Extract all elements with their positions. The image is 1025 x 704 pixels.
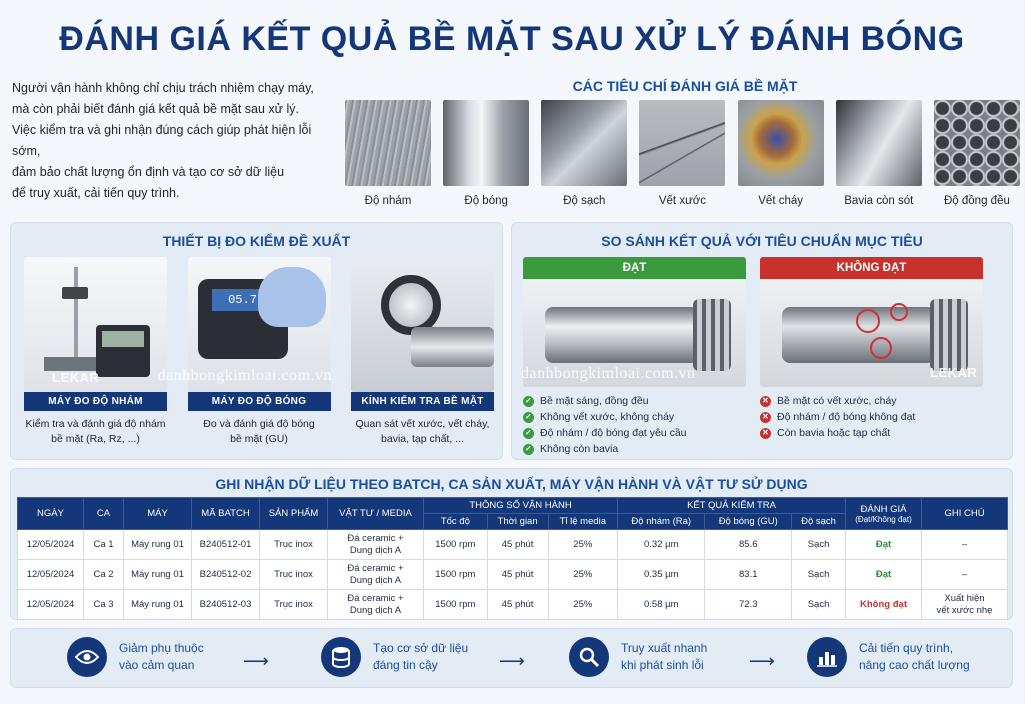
pass-item-text: Bề mặt sáng, đồng đều bbox=[540, 395, 649, 407]
chart-icon bbox=[807, 637, 847, 677]
benefit-item bbox=[321, 637, 468, 677]
cell-date: 12/05/2024 bbox=[18, 560, 84, 590]
equipment-desc-line: Kiểm tra và đánh giá độ nhám bbox=[25, 418, 166, 430]
col-media: VẬT TƯ / MEDIA bbox=[328, 498, 424, 530]
cross-icon: ✕ bbox=[760, 396, 771, 407]
criterion-burr bbox=[836, 100, 922, 207]
cell-clean: Sạch bbox=[792, 560, 846, 590]
cell-media bbox=[328, 560, 424, 590]
cell-media-line: Dung dịch A bbox=[349, 574, 402, 586]
pass-header: ĐẠT bbox=[523, 257, 746, 279]
cell-machine: Máy rung 01 bbox=[124, 530, 192, 560]
cell-batch: B240512-03 bbox=[192, 590, 260, 620]
benefits-bar bbox=[10, 628, 1013, 688]
benefit-text bbox=[373, 640, 468, 674]
check-icon: ✓ bbox=[523, 444, 534, 455]
cell-batch: B240512-02 bbox=[192, 560, 260, 590]
roughness-photo bbox=[345, 100, 431, 186]
search-icon bbox=[569, 637, 609, 677]
intro-line: Người vận hành không chỉ chịu trách nhiệm chạy máy, bbox=[12, 81, 314, 95]
cell-note bbox=[922, 530, 1008, 560]
cell-note-line: Xuất hiện bbox=[944, 592, 985, 604]
criterion-scratch bbox=[639, 100, 725, 207]
cell-media-line: Đá ceramic + bbox=[347, 592, 404, 604]
cell-ratio: 25% bbox=[548, 590, 618, 620]
tester-probe bbox=[62, 287, 88, 299]
cell-machine: Máy rung 01 bbox=[124, 590, 192, 620]
equipment-desc bbox=[188, 417, 331, 447]
cell-ra: 0.58 µm bbox=[618, 590, 705, 620]
scratch-photo bbox=[639, 100, 725, 186]
cell-media-line: Dung dịch A bbox=[349, 604, 402, 616]
roughness-tester-photo bbox=[24, 257, 167, 392]
criteria-list bbox=[345, 100, 1020, 207]
magnifier-lens bbox=[381, 275, 441, 335]
criterion-label: Vết cháy bbox=[758, 195, 803, 207]
eye-icon bbox=[67, 637, 107, 677]
cell-ra: 0.35 µm bbox=[618, 560, 705, 590]
cell-ratio: 25% bbox=[548, 530, 618, 560]
cell-eval: Đạt bbox=[846, 560, 922, 590]
cell-media-line: Dung dịch A bbox=[349, 544, 402, 556]
criterion-label: Bavia còn sót bbox=[844, 195, 914, 207]
cell-note-line: – bbox=[961, 538, 968, 550]
gloss-meter-photo bbox=[157, 257, 333, 392]
benefit-text bbox=[119, 640, 204, 674]
fail-header: KHÔNG ĐẠT bbox=[760, 257, 983, 279]
cell-eval: Đạt bbox=[846, 530, 922, 560]
fail-box bbox=[760, 257, 983, 441]
arrow-right-icon: ⟶ bbox=[749, 651, 775, 671]
defect-marker bbox=[856, 309, 880, 333]
magnifier-photo bbox=[351, 257, 494, 392]
benefit-text bbox=[621, 640, 707, 674]
intro-line: mà còn phải biết đánh giá kết quả bề mặt sau xử lý. bbox=[12, 102, 300, 116]
fail-shaft-photo bbox=[760, 279, 983, 387]
fail-item bbox=[760, 393, 983, 409]
criterion-roughness bbox=[345, 100, 431, 207]
criterion-label: Vết xước bbox=[658, 195, 707, 207]
criterion-uniformity bbox=[934, 100, 1020, 207]
benefit-line: Truy xuất nhanh bbox=[621, 641, 708, 655]
col-note: GHI CHÚ bbox=[922, 498, 1008, 530]
defect-marker bbox=[890, 303, 908, 321]
criterion-label: Độ đồng đều bbox=[944, 195, 1010, 207]
cell-machine: Máy rung 01 bbox=[124, 560, 192, 590]
cell-batch: B240512-01 bbox=[192, 530, 260, 560]
cell-shift: Ca 1 bbox=[84, 530, 124, 560]
table-title: GHI NHẬN DỮ LIỆU THEO BATCH, CA SẢN XUẤT, MÁY VẬN HÀNH VÀ VẬT TƯ SỬ DỤNG bbox=[215, 476, 808, 492]
tester-stand bbox=[74, 267, 78, 357]
cell-product: Trục inox bbox=[260, 560, 328, 590]
benefit-line: Cải tiến quy trình, bbox=[859, 641, 954, 655]
arrow-right-icon: ⟶ bbox=[243, 651, 269, 671]
benefit-text bbox=[859, 640, 970, 674]
page-title: ĐÁNH GIÁ KẾT QUẢ BỀ MẶT SAU XỬ LÝ ĐÁNH BÓNG bbox=[59, 20, 965, 58]
equipment-desc-line: bavia, tạp chất, ... bbox=[381, 433, 464, 445]
pass-list bbox=[523, 393, 746, 457]
col-params: THÔNG SỐ VẬN HÀNH bbox=[424, 498, 618, 514]
intro-line: Việc kiểm tra và ghi nhận đúng cách giúp phát hiện lỗi sớm, bbox=[12, 123, 312, 158]
equipment-desc-line: bề mặt (GU) bbox=[230, 433, 288, 445]
cell-product: Trục inox bbox=[260, 530, 328, 560]
check-icon: ✓ bbox=[523, 428, 534, 439]
cell-clean: Sạch bbox=[792, 530, 846, 560]
benefit-line: Giảm phụ thuộc bbox=[119, 641, 204, 655]
cell-speed: 1500 rpm bbox=[424, 530, 488, 560]
criterion-cleanliness bbox=[541, 100, 627, 207]
pass-item-text: Không còn bavia bbox=[540, 443, 619, 455]
benefit-line: Tạo cơ sở dữ liệu bbox=[373, 641, 469, 655]
cell-note bbox=[922, 590, 1008, 620]
cell-media bbox=[328, 590, 424, 620]
pass-item-text: Không vết xước, không cháy bbox=[540, 411, 675, 423]
batch-record-panel bbox=[10, 468, 1013, 620]
table-row bbox=[18, 560, 1008, 590]
equipment-desc-line: bề mặt (Ra, Rz, ...) bbox=[51, 433, 140, 445]
cell-shift: Ca 2 bbox=[84, 560, 124, 590]
benefit-line: đáng tin cậy bbox=[373, 658, 438, 672]
criterion-burn bbox=[738, 100, 824, 207]
arrow-right-icon: ⟶ bbox=[499, 651, 525, 671]
col-gloss: Độ bóng (GU) bbox=[705, 514, 792, 530]
col-ratio: Tỉ lệ media bbox=[548, 514, 618, 530]
col-eval-sub: (Đạt/Không đạt) bbox=[855, 514, 912, 524]
equipment-caption: MÁY ĐO ĐỘ NHÁM bbox=[24, 392, 167, 411]
gloss-photo bbox=[443, 100, 529, 186]
watermark-brand: LEKAR bbox=[930, 365, 978, 380]
equipment-caption: MÁY ĐO ĐỘ BÓNG bbox=[188, 392, 331, 411]
pass-item bbox=[523, 441, 746, 457]
cell-ra: 0.32 µm bbox=[618, 530, 705, 560]
col-product: SẢN PHẨM bbox=[260, 498, 328, 530]
col-speed: Tốc độ bbox=[424, 514, 488, 530]
pass-item bbox=[523, 393, 746, 409]
batch-table bbox=[17, 497, 1008, 620]
col-eval-label: ĐÁNH GIÁ bbox=[860, 503, 907, 515]
col-results: KẾT QUẢ KIỂM TRA bbox=[618, 498, 846, 514]
criterion-label: Độ nhám bbox=[364, 195, 412, 207]
criterion-gloss bbox=[443, 100, 529, 207]
cell-note-line: vết xước nhẹ bbox=[936, 604, 993, 616]
benefit-line: nâng cao chất lượng bbox=[859, 658, 970, 672]
intro-text bbox=[12, 78, 342, 204]
equipment-caption: KÍNH KIỂM TRA BỀ MẶT bbox=[351, 392, 494, 411]
fail-item-text: Độ nhám / độ bóng không đạt bbox=[777, 411, 916, 423]
fail-item bbox=[760, 425, 983, 441]
cell-speed: 1500 rpm bbox=[424, 590, 488, 620]
equipment-gloss-meter bbox=[157, 257, 333, 447]
pass-shaft-photo bbox=[523, 279, 746, 387]
cell-date: 12/05/2024 bbox=[18, 590, 84, 620]
defect-marker bbox=[870, 337, 892, 359]
watermark-site: danhbongkimloai.com.vn bbox=[521, 365, 696, 382]
cell-media-line: Đá ceramic + bbox=[347, 562, 404, 574]
benefit-item bbox=[67, 637, 204, 677]
cell-gloss: 83.1 bbox=[705, 560, 792, 590]
cell-time: 45 phút bbox=[487, 530, 548, 560]
col-shift: CA bbox=[84, 498, 124, 530]
cross-icon: ✕ bbox=[760, 412, 771, 423]
cell-note-line: – bbox=[961, 568, 968, 580]
burr-photo bbox=[836, 100, 922, 186]
cell-speed: 1500 rpm bbox=[424, 560, 488, 590]
cell-date: 12/05/2024 bbox=[18, 530, 84, 560]
equipment-panel bbox=[10, 222, 503, 460]
equipment-list bbox=[24, 257, 494, 447]
watermark-site: danhbongkimloai.com.vn bbox=[157, 367, 333, 384]
shaft-body bbox=[545, 307, 695, 363]
check-icon: ✓ bbox=[523, 412, 534, 423]
cell-media-line: Đá ceramic + bbox=[347, 532, 404, 544]
cell-time: 45 phút bbox=[487, 560, 548, 590]
comparison-title: SO SÁNH KẾT QUẢ VỚI TIÊU CHUẨN MỤC TIÊU bbox=[601, 233, 923, 249]
cross-icon: ✕ bbox=[760, 428, 771, 439]
col-ra: Độ nhám (Ra) bbox=[618, 514, 705, 530]
inspected-shaft bbox=[411, 327, 494, 367]
equipment-magnifier bbox=[351, 257, 494, 447]
col-clean: Độ sạch bbox=[792, 514, 846, 530]
col-batch: MÃ BATCH bbox=[192, 498, 260, 530]
criterion-label: Độ sạch bbox=[563, 195, 606, 207]
database-icon bbox=[321, 637, 361, 677]
tester-screen bbox=[102, 331, 144, 347]
criteria-title: CÁC TIÊU CHÍ ĐÁNH GIÁ BỀ MẶT bbox=[572, 78, 798, 94]
fail-list bbox=[760, 393, 983, 441]
intro-line: để truy xuất, cải tiến quy trình. bbox=[12, 186, 180, 200]
cell-clean: Sạch bbox=[792, 590, 846, 620]
cell-time: 45 phút bbox=[487, 590, 548, 620]
table-row bbox=[18, 530, 1008, 560]
comparison-panel bbox=[511, 222, 1013, 460]
fail-item-text: Bề mặt có vết xước, cháy bbox=[777, 395, 897, 407]
fail-item bbox=[760, 409, 983, 425]
cell-note bbox=[922, 560, 1008, 590]
equipment-title: THIẾT BỊ ĐO KIỂM ĐỀ XUẤT bbox=[162, 233, 351, 249]
cell-media bbox=[328, 530, 424, 560]
burn-photo bbox=[738, 100, 824, 186]
check-icon: ✓ bbox=[523, 396, 534, 407]
equipment-desc-line: Đo và đánh giá độ bóng bbox=[203, 418, 315, 430]
cell-shift: Ca 3 bbox=[84, 590, 124, 620]
tester-display-unit bbox=[96, 325, 150, 377]
uniformity-photo bbox=[934, 100, 1020, 186]
watermark-brand: LEKAR bbox=[52, 370, 100, 385]
shaft-grooves bbox=[693, 299, 731, 371]
meter-screen: 05.7 bbox=[212, 289, 274, 311]
cell-gloss: 72.3 bbox=[705, 590, 792, 620]
cell-eval: Không đạt bbox=[846, 590, 922, 620]
benefit-item bbox=[569, 637, 707, 677]
cell-gloss: 85.6 bbox=[705, 530, 792, 560]
cell-ratio: 25% bbox=[548, 560, 618, 590]
col-eval bbox=[846, 498, 922, 530]
col-time: Thời gian bbox=[487, 514, 548, 530]
fail-item-text: Còn bavia hoặc tạp chất bbox=[777, 427, 891, 439]
equipment-desc bbox=[351, 417, 494, 447]
pass-item bbox=[523, 409, 746, 425]
pass-item bbox=[523, 425, 746, 441]
pass-box bbox=[523, 257, 746, 457]
equipment-roughness-tester bbox=[24, 257, 167, 447]
benefit-line: khi phát sinh lỗi bbox=[621, 658, 704, 672]
equipment-desc-line: Quan sát vết xước, vết cháy, bbox=[355, 418, 490, 430]
gloved-hand bbox=[258, 267, 326, 327]
table-row bbox=[18, 590, 1008, 620]
col-date: NGÀY bbox=[18, 498, 84, 530]
equipment-desc bbox=[24, 417, 167, 447]
benefit-line: vào cảm quan bbox=[119, 658, 195, 672]
col-machine: MÁY bbox=[124, 498, 192, 530]
benefit-item bbox=[807, 637, 970, 677]
cleanliness-photo bbox=[541, 100, 627, 186]
intro-line: đảm bảo chất lượng ổn định và tạo cơ sở dữ liệu bbox=[12, 165, 285, 179]
pass-item-text: Độ nhám / độ bóng đạt yêu cầu bbox=[540, 427, 687, 439]
cell-product: Trục inox bbox=[260, 590, 328, 620]
shaft-grooves bbox=[930, 299, 968, 371]
criterion-label: Độ bóng bbox=[464, 195, 508, 207]
